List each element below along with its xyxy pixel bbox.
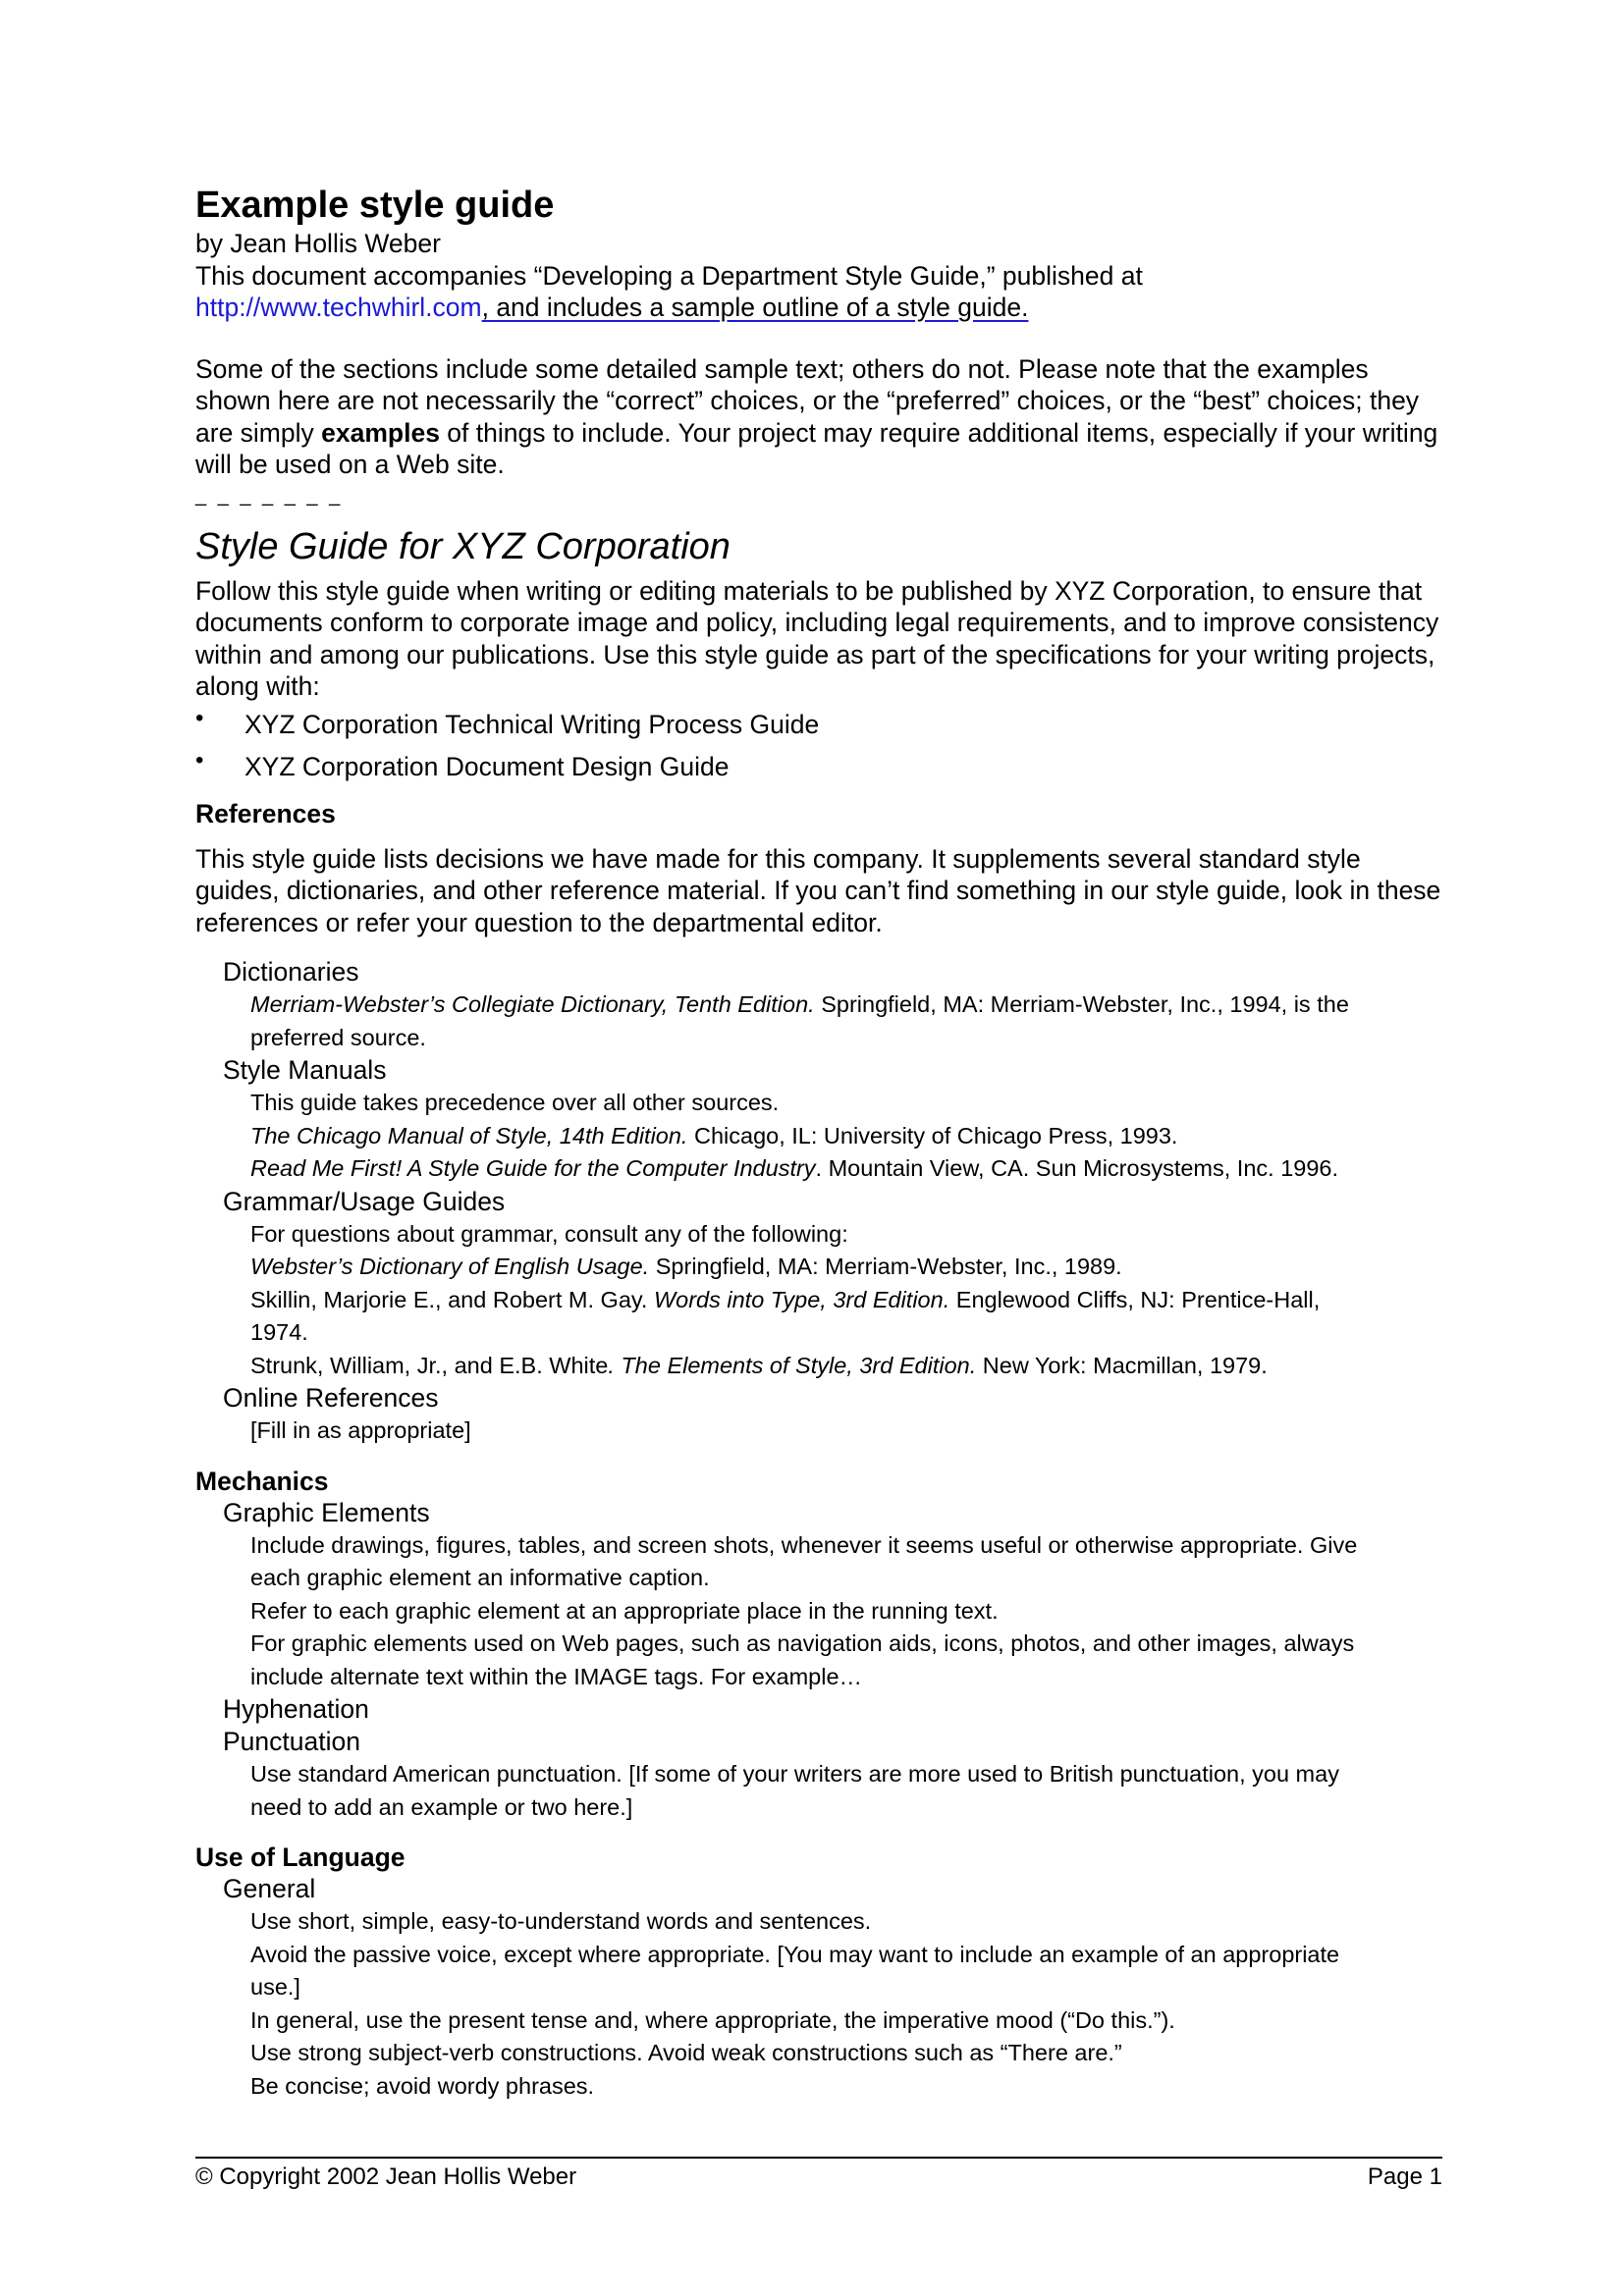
general-line: use.] [250, 1974, 300, 2000]
punctuation-label: Punctuation [223, 1727, 360, 1756]
dashed-separator: _ _ _ _ _ _ _ [195, 484, 344, 507]
grammar-title: . The Elements of Style, 3rd Edition. [608, 1352, 977, 1378]
references-intro: This style guide lists decisions we have made for this company. It supplements several standard style guides, dictionaries, and other reference material. If you can’t find something in our style guide, look in these references or refer your question to the departmental editor. [195, 843, 1441, 937]
general-line: Avoid the passive voice, except where appropriate. [You may want to include an example of an appropriate [250, 1941, 1340, 1967]
guide-heading: Style Guide for XYZ Corporation [195, 525, 731, 567]
bullet-icon: • [195, 746, 204, 774]
techwhirl-link[interactable]: http://www.techwhirl.com [195, 293, 482, 322]
grammar-label: Grammar/Usage Guides [223, 1186, 506, 1216]
intro-text-end: of things to include. Your project may require additional items, especially if your writing will be used on a Web site. [195, 417, 1438, 479]
graphic-elements-line: For graphic elements used on Web pages, such as navigation aids, icons, photos, and other images, always [250, 1630, 1355, 1656]
style-manuals-label: Style Manuals [223, 1055, 387, 1085]
grammar-details: Springfield, MA: Merriam-Webster, Inc., 1989. [649, 1254, 1122, 1279]
manual-details: Chicago, IL: University of Chicago Press, 1993. [687, 1122, 1178, 1148]
dictionary-title: Merriam-Webster’s Collegiate Dictionary, Tenth Edition. [250, 991, 815, 1017]
grammar-entry [195, 1251, 1442, 1284]
style-manual-entry [195, 1152, 1442, 1186]
dictionary-details: Springfield, MA: Merriam-Webster, Inc., 1994, is the [814, 991, 1349, 1017]
grammar-title: Words into Type, 3rd Edition. [653, 1286, 950, 1312]
grammar-details: Englewood Cliffs, NJ: Prentice-Hall, [949, 1286, 1321, 1312]
grammar-details: New York: Macmillan, 1979. [976, 1352, 1268, 1378]
sample-outline-link[interactable]: , and includes a sample outline of a style guide. [481, 293, 1029, 322]
grammar-entry-cont: 1974. [250, 1319, 308, 1345]
grammar-entry [195, 1284, 1442, 1317]
grammar-entry: For questions about grammar, consult any of the following: [250, 1220, 848, 1247]
list-item-text: XYZ Corporation Document Design Guide [244, 751, 730, 781]
manual-title: The Chicago Manual of Style, 14th Edition. [250, 1122, 688, 1148]
graphic-elements-line: each graphic element an informative caption. [250, 1565, 710, 1590]
use-of-language-heading: Use of Language [195, 1842, 406, 1872]
grammar-authors: Strunk, William, Jr., and E.B. White [250, 1352, 609, 1378]
manual-details: . Mountain View, CA. Sun Microsystems, Inc. 1996. [815, 1155, 1339, 1181]
list-item-text: XYZ Corporation Technical Writing Process Guide [244, 709, 820, 739]
general-label: General [223, 1874, 316, 1903]
general-line: In general, use the present tense and, where appropriate, the imperative mood (“Do this.”). [250, 2006, 1175, 2033]
byline: by Jean Hollis Weber [195, 229, 441, 258]
intro-paragraph [195, 353, 1442, 481]
intro-bold-word: examples [321, 417, 440, 448]
graphic-elements-label: Graphic Elements [223, 1497, 430, 1527]
page-number: Page 1 [1367, 2163, 1442, 2190]
accompanies-text: This document accompanies “Developing a Department Style Guide,” published at [195, 260, 1143, 291]
intro-text-start: Some of the sections include some detailed sample text; others do not. Please note that the examples shown here are not necessarily the “correct” choices, or the “preferred” choices, or the “best” choices; they are simply [195, 353, 1420, 448]
copyright-notice: © Copyright 2002 Jean Hollis Weber [195, 2163, 577, 2190]
dictionary-entry [195, 988, 1442, 1022]
dictionary-entry-cont: preferred source. [250, 1024, 426, 1050]
grammar-entry [195, 1350, 1442, 1383]
graphic-elements-line: include alternate text within the IMAGE tags. For example… [250, 1663, 863, 1689]
list-item [195, 746, 1442, 782]
style-manual-entry [195, 1120, 1442, 1153]
general-line: Use strong subject-verb constructions. Avoid weak constructions such as “There are.” [250, 2040, 1122, 2065]
references-heading: References [195, 798, 336, 828]
manual-title: Read Me First! A Style Guide for the Computer Industry [250, 1155, 816, 1181]
dictionaries-label: Dictionaries [223, 957, 359, 987]
guide-intro: Follow this style guide when writing or editing materials to be published by XYZ Corporation, to ensure that documents conform to corporate image and policy, including legal requirements, and to improve consistency within and among our publications. Use this style guide as part of the specifications for your writing projects, along with: [195, 575, 1439, 701]
page-footer [195, 2163, 1442, 2192]
companion-guides-list [195, 704, 1442, 782]
general-line: Use short, simple, easy-to-understand words and sentences. [250, 1908, 872, 1934]
mechanics-heading: Mechanics [195, 1466, 329, 1496]
document-page [195, 183, 1442, 2103]
source-line [195, 292, 1442, 324]
list-item [195, 704, 1442, 740]
style-manual-entry: This guide takes precedence over all other sources. [250, 1090, 780, 1115]
online-references-entry: [Fill in as appropriate] [250, 1417, 471, 1443]
grammar-title: Webster’s Dictionary of English Usage. [250, 1254, 650, 1279]
bullet-icon: • [195, 704, 204, 731]
document-title: Example style guide [195, 185, 555, 226]
footer-divider [195, 2157, 1442, 2159]
punctuation-line: Use standard American punctuation. [If some of your writers are more used to British punctuation, you may [250, 1761, 1339, 1787]
graphic-elements-line: Include drawings, figures, tables, and screen shots, whenever it seems useful or otherwise appropriate. Give [250, 1531, 1358, 1558]
graphic-elements-line: Refer to each graphic element at an appropriate place in the running text. [250, 1597, 999, 1624]
hyphenation-label: Hyphenation [223, 1694, 369, 1724]
punctuation-line: need to add an example or two here.] [250, 1793, 633, 1820]
online-references-label: Online References [223, 1383, 439, 1413]
grammar-authors: Skillin, Marjorie E., and Robert M. Gay. [250, 1286, 654, 1312]
general-line: Be concise; avoid wordy phrases. [250, 2072, 595, 2099]
